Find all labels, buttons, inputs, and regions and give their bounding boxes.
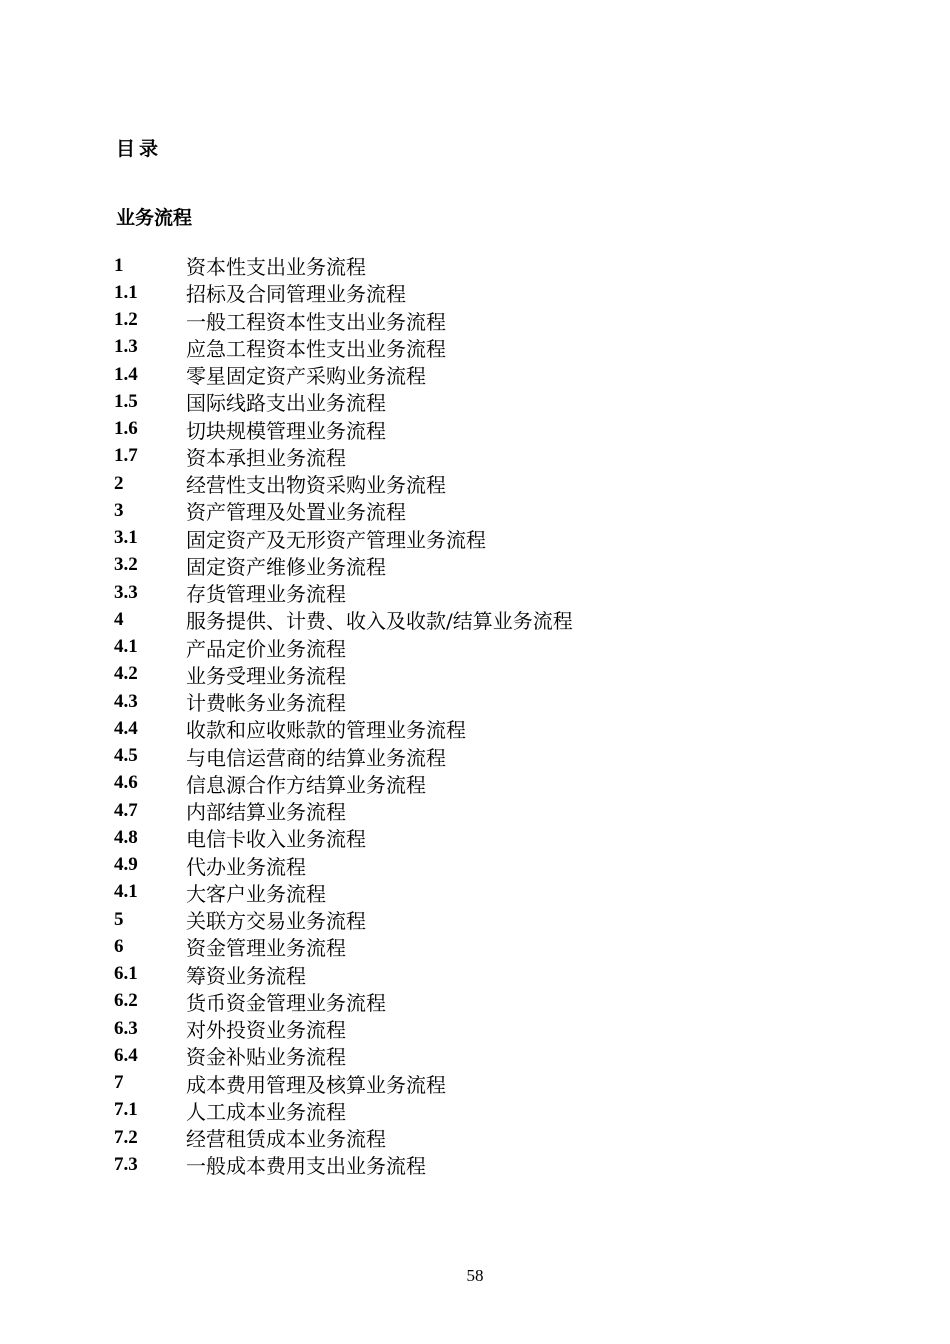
toc-entry-label: 与电信运营商的结算业务流程: [186, 745, 446, 770]
toc-entry-number: 2: [114, 472, 124, 494]
toc-entry: [114, 933, 814, 960]
toc-entry-label: 资本性支出业务流程: [186, 255, 366, 280]
toc-entry-number: 4: [114, 608, 124, 630]
toc-entry-number: 1.6: [114, 418, 138, 440]
toc-entry: [114, 879, 814, 906]
toc-entry-label: 应急工程资本性支出业务流程: [186, 336, 446, 361]
toc-entry-number: 4.5: [114, 745, 138, 767]
section-title: 业务流程: [116, 207, 193, 229]
toc-entry: [114, 1124, 814, 1151]
toc-entry-label: 切块规模管理业务流程: [186, 418, 386, 443]
toc-entry-number: 3.3: [114, 581, 138, 603]
toc-entry-number: 5: [114, 908, 124, 930]
toc-entry: [114, 606, 814, 633]
toc-entry-label: 信息源合作方结算业务流程: [186, 772, 426, 797]
toc-entry: [114, 1042, 814, 1069]
toc-entry: [114, 388, 814, 415]
toc-entry-label: 存货管理业务流程: [186, 582, 346, 607]
toc-entry-number: 4.6: [114, 772, 138, 794]
toc-entry-number: 4.7: [114, 799, 138, 821]
toc-entry: [114, 824, 814, 851]
toc-entry-label: 产品定价业务流程: [186, 636, 346, 661]
toc-entry-number: 6.3: [114, 1017, 138, 1039]
toc-entry-label: 筹资业务流程: [186, 963, 306, 988]
toc-entry: [114, 852, 814, 879]
toc-entry-label: 服务提供、计费、收入及收款/结算业务流程: [186, 609, 573, 634]
toc-entry-label: 资本承担业务流程: [186, 445, 346, 470]
toc-entry: [114, 252, 814, 279]
toc-entry: [114, 443, 814, 470]
toc-entry: [114, 334, 814, 361]
toc-entry-label: 经营租赁成本业务流程: [186, 1127, 386, 1152]
toc-entry: [114, 797, 814, 824]
toc-entry-number: 7.3: [114, 1153, 138, 1175]
toc-entry-number: 7.1: [114, 1099, 138, 1121]
toc-entry-number: 6.4: [114, 1044, 138, 1066]
toc-entry-label: 业务受理业务流程: [186, 663, 346, 688]
toc-entry: [114, 770, 814, 797]
toc-entry-label: 电信卡收入业务流程: [186, 827, 366, 852]
toc-entry: [114, 579, 814, 606]
toc-entry: [114, 743, 814, 770]
toc-entry-number: 1: [114, 254, 124, 276]
toc-entry-number: 6.2: [114, 990, 138, 1012]
toc-entry-number: 3: [114, 499, 124, 521]
toc-entry-label: 成本费用管理及核算业务流程: [186, 1072, 446, 1097]
toc-entry: [114, 497, 814, 524]
toc-entry: [114, 279, 814, 306]
toc-entry-label: 对外投资业务流程: [186, 1018, 346, 1043]
toc-entry: [114, 1015, 814, 1042]
toc-title: 目录: [116, 138, 163, 160]
toc-entry-label: 资产管理及处置业务流程: [186, 500, 406, 525]
toc-entry: [114, 988, 814, 1015]
toc-entry-label: 人工成本业务流程: [186, 1099, 346, 1124]
toc-entry-number: 7.2: [114, 1126, 138, 1148]
toc-entry-number: 4.8: [114, 826, 138, 848]
toc-entry-number: 1.7: [114, 445, 138, 467]
toc-entry: [114, 715, 814, 742]
toc-entry: [114, 906, 814, 933]
toc-entry-number: 1.3: [114, 336, 138, 358]
toc-entry-label: 资金管理业务流程: [186, 936, 346, 961]
toc-entry-number: 4.4: [114, 717, 138, 739]
toc-entry-number: 1.2: [114, 309, 138, 331]
toc-entry-number: 1.1: [114, 281, 138, 303]
toc-entry-label: 代办业务流程: [186, 854, 306, 879]
toc-entry-label: 货币资金管理业务流程: [186, 990, 386, 1015]
toc-entry: [114, 552, 814, 579]
toc-entry-number: 4.2: [114, 663, 138, 685]
toc-entry-label: 固定资产及无形资产管理业务流程: [186, 527, 486, 552]
toc-entries: [114, 252, 814, 1179]
toc-entry-number: 4.9: [114, 854, 138, 876]
toc-entry-label: 经营性支出物资采购业务流程: [186, 473, 446, 498]
toc-entry: [114, 661, 814, 688]
toc-entry-label: 收款和应收账款的管理业务流程: [186, 718, 466, 743]
toc-entry-label: 招标及合同管理业务流程: [186, 282, 406, 307]
toc-entry-number: 1.4: [114, 363, 138, 385]
toc-entry-label: 一般成本费用支出业务流程: [186, 1154, 426, 1179]
toc-entry: [114, 1097, 814, 1124]
toc-entry-label: 计费帐务业务流程: [186, 691, 346, 716]
toc-entry-number: 4.1: [114, 636, 138, 658]
toc-entry-label: 一般工程资本性支出业务流程: [186, 309, 446, 334]
toc-entry-label: 内部结算业务流程: [186, 800, 346, 825]
toc-entry-number: 4.3: [114, 690, 138, 712]
toc-entry-label: 国际线路支出业务流程: [186, 391, 386, 416]
toc-entry-label: 资金补贴业务流程: [186, 1045, 346, 1070]
toc-entry-number: 3.1: [114, 527, 138, 549]
toc-entry: [114, 361, 814, 388]
toc-entry-number: 4.1: [114, 881, 138, 903]
toc-entry: [114, 470, 814, 497]
toc-entry: [114, 634, 814, 661]
toc-entry: [114, 961, 814, 988]
toc-entry-number: 6.1: [114, 963, 138, 985]
toc-entry: [114, 307, 814, 334]
toc-entry: [114, 416, 814, 443]
toc-entry-number: 3.2: [114, 554, 138, 576]
toc-entry-label: 固定资产维修业务流程: [186, 554, 386, 579]
toc-entry-label: 大客户业务流程: [186, 881, 326, 906]
page-number: 58: [466, 1266, 484, 1285]
toc-entry: [114, 1151, 814, 1178]
toc-entry-number: 1.5: [114, 390, 138, 412]
toc-entry-label: 关联方交易业务流程: [186, 909, 366, 934]
toc-entry-number: 6: [114, 935, 124, 957]
toc-entry: [114, 688, 814, 715]
toc-entry: [114, 525, 814, 552]
toc-entry: [114, 1070, 814, 1097]
toc-entry-label: 零星固定资产采购业务流程: [186, 364, 426, 389]
toc-entry-number: 7: [114, 1072, 124, 1094]
